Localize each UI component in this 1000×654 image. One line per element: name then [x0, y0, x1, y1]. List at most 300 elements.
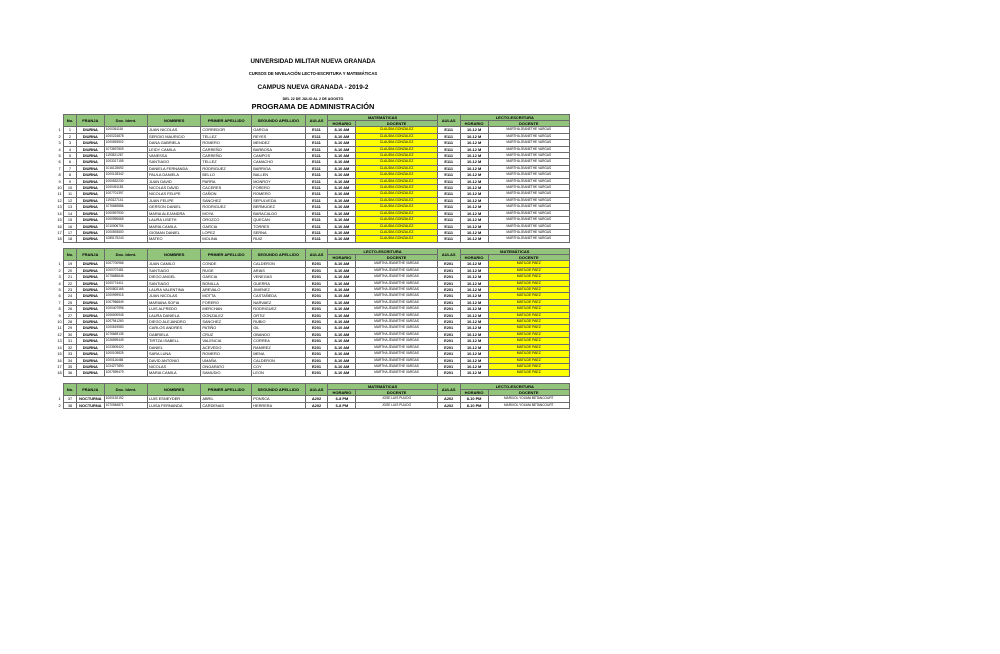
col-segundo-apellido-header: SEGUNDO APELLIDO [252, 249, 305, 261]
row-aula-1: E111 [305, 159, 328, 165]
row-aula-2: E111 [437, 140, 460, 146]
row-index: 12 [57, 197, 62, 203]
row-primer-apellido: RODRIGUEZ [201, 165, 252, 171]
row-aula-2: E111 [437, 191, 460, 197]
row-no: 31 [64, 338, 77, 344]
row-franja: DIURNA [76, 312, 104, 318]
schedule-table-diurna-2 [56, 248, 570, 377]
row-aula-2: E111 [437, 217, 460, 223]
row-horario-2: 10-12 M [460, 357, 488, 363]
row-primer-apellido: ONGARATO [201, 363, 252, 369]
row-docente-1: MARTHA JEANETHE VARGAS [356, 357, 437, 363]
row-docente-2: MARTHA JEANETHE VARGAS [488, 191, 569, 197]
row-index: 8 [58, 172, 61, 178]
row-docente-2: MATILDE PAEZ [488, 261, 569, 267]
row-docente-1: MARTHA JEANETHE VARGAS [356, 280, 437, 286]
row-index: 3 [58, 140, 61, 146]
row-primer-apellido: LOPEZ [201, 229, 252, 235]
row-nombres: JUAN CAMILO [147, 261, 200, 267]
second-subject-header: MATEMÁTICAS [460, 249, 569, 255]
row-aula-2: E201 [437, 357, 460, 363]
row-horario-2: 10-12 M [460, 159, 488, 165]
row-segundo-apellido: HERRERA [252, 402, 305, 408]
row-horario-2: 10-12 M [460, 312, 488, 318]
row-docente-1: MARTHA JEANETHE VARGAS [356, 319, 437, 325]
row-horario-1: 8-10 AM [328, 217, 356, 223]
row-franja: DIURNA [76, 306, 104, 312]
row-primer-apellido: ROMERO [201, 351, 252, 357]
row-index: 1 [58, 261, 61, 267]
row-franja: DIURNA [76, 293, 104, 299]
row-no: 34 [64, 357, 77, 363]
row-doc: 1000192192 [104, 396, 147, 402]
row-no: 17 [64, 229, 77, 235]
row-nombres: VANESSA [147, 153, 200, 159]
col-docente-2-header: DOCENTE [488, 255, 569, 261]
row-primer-apellido: CARREÑO [201, 146, 252, 152]
row-nombres: LUIS ALFREDO [147, 306, 200, 312]
row-horario-1: 8-10 AM [328, 331, 356, 337]
col-aulas-header: AULAS [305, 115, 328, 127]
row-nombres: MARIA CAMILA [147, 223, 200, 229]
row-aula-1: E111 [305, 153, 328, 159]
row-no: 33 [64, 351, 77, 357]
col-docente-header: DOCENTE [356, 121, 437, 127]
col-franja-header: FRANJA [76, 249, 104, 261]
row-aula-2: E201 [437, 325, 460, 331]
row-primer-apellido: CAÑON [201, 191, 252, 197]
row-nombres: SANTIAGO [147, 267, 200, 273]
row-nombres: JUAN NICOLAS [147, 127, 200, 133]
row-aula-2: E201 [437, 331, 460, 337]
row-nombres: JUAN DAVID [147, 178, 200, 184]
row-horario-2: 10-12 M [460, 204, 488, 210]
row-index: 6 [58, 293, 61, 299]
row-aula-1: E201 [305, 319, 328, 325]
row-doc: 1193127141 [104, 197, 147, 203]
row-docente-2: MARTHA JEANETHE VARGAS [488, 133, 569, 139]
row-no: 26 [64, 306, 77, 312]
row-horario-1: 8-10 AM [328, 153, 356, 159]
row-aula-1: E111 [305, 127, 328, 133]
first-subject-header: MATEMÁTICAS [328, 115, 437, 121]
row-aula-1: E201 [305, 280, 328, 286]
row-nombres: LUIS ESNEYDER [147, 396, 200, 402]
row-docente-1: CLAUDIA GONZALEZ [356, 178, 437, 184]
row-index: 2 [58, 133, 61, 139]
row-segundo-apellido: MENA [252, 351, 305, 357]
row-no: 3 [64, 140, 77, 146]
row-doc: 1000619583 [104, 325, 147, 331]
row-horario-2: 10-12 M [460, 140, 488, 146]
col-primer-apellido-header: PRIMER APELLIDO [201, 384, 252, 396]
row-index: 7 [58, 165, 61, 171]
row-horario-2: 10-12 M [460, 210, 488, 216]
row-nombres: SARA LUNA [147, 351, 200, 357]
row-primer-apellido: BELLO [201, 172, 252, 178]
row-primer-apellido: CONDE [201, 261, 252, 267]
row-aula-1: E201 [305, 363, 328, 369]
row-docente-2: MATILDE PAEZ [488, 306, 569, 312]
row-franja: DIURNA [76, 153, 104, 159]
row-horario-2: 10-12 M [460, 165, 488, 171]
row-aula-2: E111 [437, 159, 460, 165]
row-nombres: NICOLAS FELIPE [147, 191, 200, 197]
row-no: 10 [64, 185, 77, 191]
row-segundo-apellido: CAMPOS [252, 153, 305, 159]
row-index: 5 [58, 287, 61, 293]
row-docente-1: MARTHA JEANETHE VARGAS [356, 299, 437, 305]
col-doc-header: Doc. Ident. [104, 115, 147, 127]
program-title: PROGRAMA DE ADMINISTRACIÓN [251, 102, 375, 111]
row-franja: DIURNA [76, 344, 104, 350]
row-franja: DIURNA [76, 267, 104, 273]
row-primer-apellido: GONZALEZ [201, 312, 252, 318]
row-index: 15 [57, 217, 62, 223]
row-index: 1 [58, 396, 61, 402]
row-doc: 1000407996 [104, 306, 147, 312]
row-aula-2: E201 [437, 306, 460, 312]
row-no: 4 [64, 146, 77, 152]
row-aula-2: E201 [437, 267, 460, 273]
row-nombres: TIRTZA ISABELL [147, 338, 200, 344]
col-no-header: No. [64, 249, 77, 261]
row-docente-1: CLAUDIA GONZALEZ [356, 146, 437, 152]
row-docente-1: MARTHA JEANETHE VARGAS [356, 261, 437, 267]
row-index: 15 [57, 351, 62, 357]
row-aula-2: E201 [437, 299, 460, 305]
row-horario-2: 10-12 M [460, 153, 488, 159]
row-horario-2: 10-12 M [460, 223, 488, 229]
row-aula-1: E201 [305, 274, 328, 280]
row-primer-apellido: RODRIGUEZ [201, 204, 252, 210]
row-franja: DIURNA [76, 223, 104, 229]
row-docente-1: MARTHA JEANETHE VARGAS [356, 274, 437, 280]
row-horario-1: 8-10 AM [328, 287, 356, 293]
row-segundo-apellido: RODRIGUEZ [252, 306, 305, 312]
row-docente-1: MARTHA JEANETHE VARGAS [356, 338, 437, 344]
row-aula-2: E111 [437, 127, 460, 133]
row-segundo-apellido: ORTIZ [252, 312, 305, 318]
row-docente-1: CLAUDIA GONZALEZ [356, 210, 437, 216]
row-aula-1: E111 [305, 185, 328, 191]
col-horario-2-header: HORARIO [460, 390, 488, 396]
second-subject-header: LECTO-ESCRITURA [460, 115, 569, 121]
row-no: 35 [64, 363, 77, 369]
row-primer-apellido: SAMUDIO [201, 370, 252, 376]
row-primer-apellido: MOLINA [201, 236, 252, 242]
row-docente-2: MARTHA JEANETHE VARGAS [488, 185, 569, 191]
row-docente-2: MARIXOL YOLIMA BETANCOURT [488, 402, 569, 408]
row-segundo-apellido: BARACALDO [252, 210, 305, 216]
row-horario-1: 8-10 AM [328, 178, 356, 184]
col-aulas-header: AULAS [305, 384, 328, 396]
row-docente-1: CLAUDIA GONZALEZ [356, 236, 437, 242]
row-segundo-apellido: CALDERON [252, 261, 305, 267]
row-horario-2: 10-12 M [460, 267, 488, 273]
col-doc-header: Doc. Ident. [104, 384, 147, 396]
row-doc: 1003317155 [104, 159, 147, 165]
row-franja: DIURNA [76, 127, 104, 133]
row-horario-2: 10-12 M [460, 133, 488, 139]
row-docente-2: MATILDE PAEZ [488, 287, 569, 293]
row-nombres: SANTIAGO [147, 280, 200, 286]
row-franja: DIURNA [76, 217, 104, 223]
row-horario-1: 8-10 AM [328, 223, 356, 229]
row-aula-2: E111 [437, 165, 460, 171]
row-aula-1: E201 [305, 293, 328, 299]
row-nombres: LAURA LISETH [147, 217, 200, 223]
col-aulas-2-header: AULAS [437, 384, 460, 396]
row-aula-2: E201 [437, 280, 460, 286]
row-franja: DIURNA [76, 363, 104, 369]
row-franja: DIURNA [76, 133, 104, 139]
row-no: 6 [64, 159, 77, 165]
row-franja: DIURNA [76, 357, 104, 363]
row-franja: DIURNA [76, 236, 104, 242]
row-primer-apellido: AREVALO [201, 287, 252, 293]
row-horario-1: 8-10 AM [328, 197, 356, 203]
row-horario-2: 8-10 PM [460, 396, 488, 402]
row-nombres: GERSON DANIEL [147, 204, 200, 210]
row-doc: 1000802165 [104, 287, 147, 293]
row-docente-1: JOSE LUIS PULIDO [356, 396, 437, 402]
row-no: 30 [64, 331, 77, 337]
row-primer-apellido: CRUZ [201, 331, 252, 337]
row-segundo-apellido: COY [252, 363, 305, 369]
col-franja-header: FRANJA [76, 115, 104, 127]
row-doc: 1000774411 [104, 280, 147, 286]
row-doc: 1000832230 [104, 178, 147, 184]
row-segundo-apellido: TORRES [252, 223, 305, 229]
row-index: 17 [57, 363, 62, 369]
row-segundo-apellido: OBANDO [252, 331, 305, 337]
row-docente-2: MARTHA JEANETHE VARGAS [488, 153, 569, 159]
row-nombres: DANA GABRIELA [147, 140, 200, 146]
index-header [56, 384, 64, 396]
row-docente-1: CLAUDIA GONZALEZ [356, 197, 437, 203]
row-doc: 1000224878 [104, 133, 147, 139]
row-aula-2: E111 [437, 178, 460, 184]
row-primer-apellido: CACERES [201, 185, 252, 191]
row-aula-1: E111 [305, 133, 328, 139]
row-aula-1: E201 [305, 357, 328, 363]
row-aula-2: E201 [437, 363, 460, 369]
row-primer-apellido: MOTTA [201, 293, 252, 299]
row-doc: 1000109825 [104, 351, 147, 357]
row-doc: 1016125692 [104, 165, 147, 171]
row-nombres: LAURA VALENTINA [147, 287, 200, 293]
row-primer-apellido: ACEVEDO [201, 344, 252, 350]
row-doc: 1007966849 [104, 299, 147, 305]
row-nombres: SANTIAGO [147, 159, 200, 165]
row-index: 13 [57, 204, 62, 210]
col-docente-header: DOCENTE [356, 255, 437, 261]
row-aula-2: E201 [437, 287, 460, 293]
row-no: 28 [64, 319, 77, 325]
row-no: 32 [64, 344, 77, 350]
row-index: 4 [58, 146, 61, 152]
row-docente-1: CLAUDIA GONZALEZ [356, 185, 437, 191]
row-aula-2: E111 [437, 210, 460, 216]
row-franja: DIURNA [76, 191, 104, 197]
col-primer-apellido-header: PRIMER APELLIDO [201, 249, 252, 261]
row-docente-2: MARTHA JEANETHE VARGAS [488, 165, 569, 171]
row-docente-2: MARTHA JEANETHE VARGAS [488, 146, 569, 152]
row-segundo-apellido: GIL [252, 325, 305, 331]
row-segundo-apellido: MENDEZ [252, 140, 305, 146]
row-no: 8 [64, 172, 77, 178]
row-no: 21 [64, 274, 77, 280]
col-primer-apellido-header: PRIMER APELLIDO [201, 115, 252, 127]
row-aula-2: E111 [437, 153, 460, 159]
row-nombres: LUISA FERNANDA [147, 402, 200, 408]
row-primer-apellido: GARCIA [201, 274, 252, 280]
row-aula-2: E111 [437, 229, 460, 235]
row-aula-1: E111 [305, 165, 328, 171]
row-aula-2: A202 [437, 396, 460, 402]
row-primer-apellido: RUGE [201, 267, 252, 273]
row-doc: 1000999915 [104, 293, 147, 299]
row-primer-apellido: GARCIA [201, 223, 252, 229]
row-horario-2: 10-12 M [460, 146, 488, 152]
row-horario-1: 8-10 AM [328, 280, 356, 286]
row-docente-2: MATILDE PAEZ [488, 312, 569, 318]
row-horario-1: 8-10 AM [328, 204, 356, 210]
row-index: 9 [58, 312, 61, 318]
col-doc-header: Doc. Ident. [104, 249, 147, 261]
row-franja: NOCTURNA [76, 402, 104, 408]
row-doc: 1193521267 [104, 153, 147, 159]
row-no: 23 [64, 287, 77, 293]
row-franja: DIURNA [76, 159, 104, 165]
col-franja-header: FRANJA [76, 384, 104, 396]
col-nombres-header: NOMBRES [147, 384, 200, 396]
index-header [56, 115, 64, 127]
row-aula-1: E111 [305, 178, 328, 184]
row-doc: 1085175243 [104, 236, 147, 242]
row-aula-1: E111 [305, 140, 328, 146]
row-aula-1: E111 [305, 217, 328, 223]
row-docente-1: CLAUDIA GONZALEZ [356, 204, 437, 210]
row-index: 7 [58, 299, 61, 305]
dates-line: DEL 22 DE JULIO AL 2 DE AGOSTO [282, 97, 344, 101]
row-no: 37 [64, 396, 77, 402]
row-horario-1: 6-8 PM [328, 402, 356, 408]
row-segundo-apellido: JIMENEZ [252, 287, 305, 293]
row-doc: 1000593600 [104, 229, 147, 235]
row-docente-2: MATILDE PAEZ [488, 325, 569, 331]
row-no: 7 [64, 165, 77, 171]
row-segundo-apellido: ARIAS [252, 267, 305, 273]
row-aula-2: E111 [437, 197, 460, 203]
row-docente-1: MARTHA JEANETHE VARGAS [356, 370, 437, 376]
row-segundo-apellido: CALDERON [252, 357, 305, 363]
row-index: 4 [58, 280, 61, 286]
row-primer-apellido: SANCHEZ [201, 319, 252, 325]
row-segundo-apellido: BERMUDEZ [252, 204, 305, 210]
row-doc: 1000491183 [104, 185, 147, 191]
row-nombres: MARIA CAMILA [147, 370, 200, 376]
row-horario-2: 10-12 M [460, 274, 488, 280]
row-aula-2: E201 [437, 370, 460, 376]
row-index: 2 [58, 402, 61, 408]
row-segundo-apellido: REYES [252, 133, 305, 139]
col-docente-header: DOCENTE [356, 390, 437, 396]
row-franja: DIURNA [76, 331, 104, 337]
row-index: 18 [57, 236, 62, 242]
row-doc: 1000597930 [104, 210, 147, 216]
row-docente-1: MARTHA JEANETHE VARGAS [356, 344, 437, 350]
row-aula-1: E111 [305, 204, 328, 210]
row-docente-2: MARTHA JEANETHE VARGAS [488, 236, 569, 242]
row-index: 17 [57, 229, 62, 235]
row-horario-2: 10-12 M [460, 344, 488, 350]
row-horario-1: 8-10 AM [328, 357, 356, 363]
row-segundo-apellido: NARVAEZ [252, 299, 305, 305]
row-franja: DIURNA [76, 370, 104, 376]
row-docente-2: MARTHA JEANETHE VARGAS [488, 172, 569, 178]
row-aula-1: E111 [305, 146, 328, 152]
row-docente-2: MARTHA JEANETHE VARGAS [488, 159, 569, 165]
col-segundo-apellido-header: SEGUNDO APELLIDO [252, 115, 305, 127]
row-segundo-apellido: SERNA [252, 229, 305, 235]
row-docente-1: CLAUDIA GONZALEZ [356, 229, 437, 235]
first-subject-header: LECTO-ESCRITURA [328, 249, 437, 255]
row-horario-1: 8-10 AM [328, 363, 356, 369]
row-aula-1: E201 [305, 261, 328, 267]
row-nombres: DIEGO ANGEL [147, 274, 200, 280]
row-index: 5 [58, 153, 61, 159]
row-aula-1: E201 [305, 370, 328, 376]
row-doc: 1073697809 [104, 146, 147, 152]
row-docente-2: MARTHA JEANETHE VARGAS [488, 217, 569, 223]
row-docente-1: MARTHA JEANETHE VARGAS [356, 293, 437, 299]
row-docente-2: MATILDE PAEZ [488, 357, 569, 363]
col-horario-header: HORARIO [328, 121, 356, 127]
row-aula-1: E111 [305, 191, 328, 197]
row-franja: DIURNA [76, 185, 104, 191]
row-aula-2: E111 [437, 172, 460, 178]
row-horario-1: 8-10 AM [328, 261, 356, 267]
row-horario-1: 8-10 AM [328, 370, 356, 376]
row-index: 3 [58, 274, 61, 280]
row-no: 18 [64, 236, 77, 242]
row-docente-2: MATILDE PAEZ [488, 293, 569, 299]
row-horario-1: 8-10 AM [328, 344, 356, 350]
row-docente-1: MARTHA JEANETHE VARGAS [356, 267, 437, 273]
campus-title: CAMPUS NUEVA GRANADA - 2019-2 [257, 84, 369, 91]
row-primer-apellido: VALENCIA [201, 338, 252, 344]
row-franja: DIURNA [76, 274, 104, 280]
row-horario-2: 10-12 M [460, 185, 488, 191]
row-docente-2: MARTHA JEANETHE VARGAS [488, 204, 569, 210]
col-aulas-2-header: AULAS [437, 249, 460, 261]
row-nombres: DANIELA FERNANDA [147, 165, 200, 171]
row-horario-1: 8-10 AM [328, 159, 356, 165]
row-doc: 1000128342 [104, 172, 147, 178]
row-docente-1: MARTHA JEANETHE VARGAS [356, 331, 437, 337]
row-docente-2: MATILDE PAEZ [488, 274, 569, 280]
row-horario-1: 8-10 AM [328, 185, 356, 191]
row-primer-apellido: ROMERO [201, 140, 252, 146]
row-franja: DIURNA [76, 197, 104, 203]
row-primer-apellido: BONILLA [201, 280, 252, 286]
row-horario-1: 8-10 AM [328, 191, 356, 197]
row-horario-2: 10-12 M [460, 127, 488, 133]
row-index: 16 [57, 223, 62, 229]
row-horario-2: 10-12 M [460, 217, 488, 223]
